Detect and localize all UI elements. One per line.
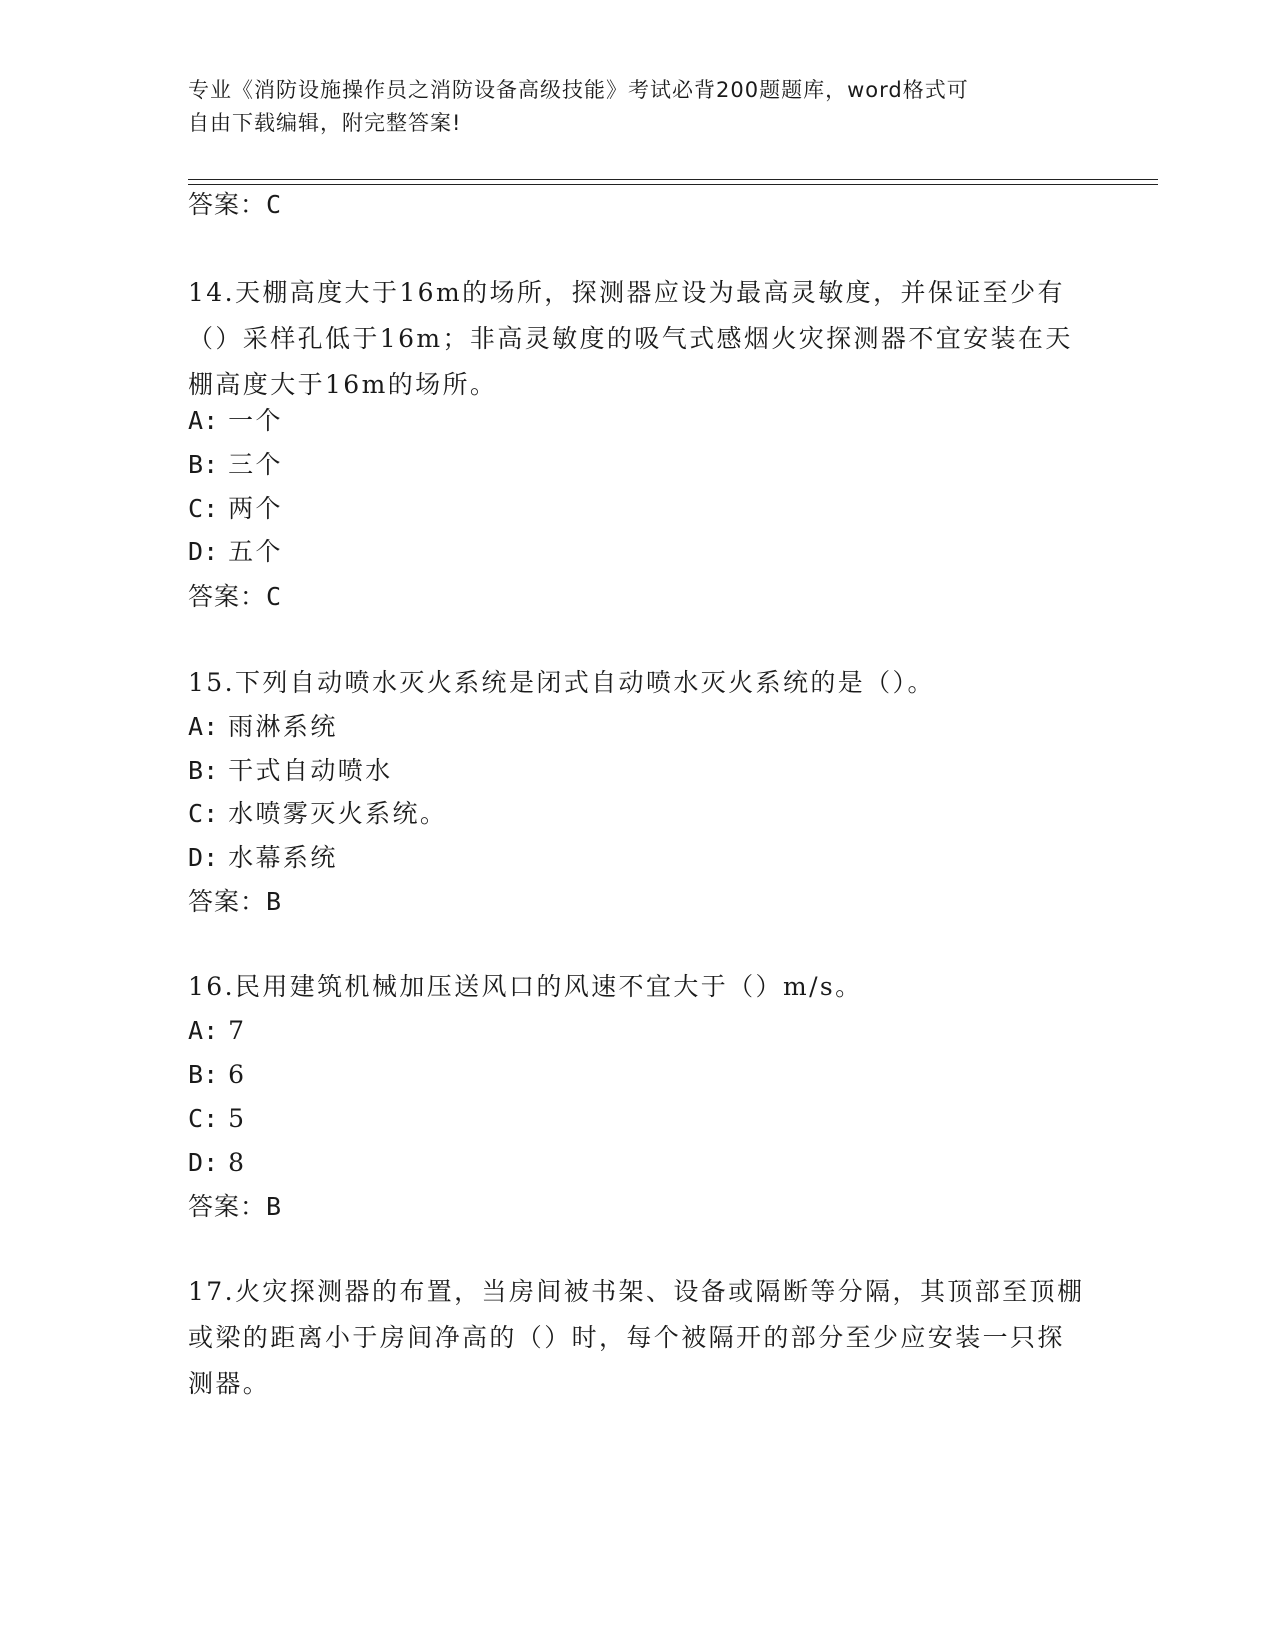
question-17-stem: 17.火灾探测器的布置，当房间被书架、设备或隔断等分隔，其顶部至顶棚或梁的距离小于房间净高的（）时，每个被隔开的部分至少应安装一只探测器。 [188,1277,1085,1398]
question-15-option-a [188,712,338,742]
header-line-2: 自由下载编辑，附完整答案! [188,111,462,135]
question-15-stem: 15.下列自动喷水灭火系统是闭式自动喷水灭火系统的是（）。 [188,668,935,697]
header-line-1: 专业《消防设施操作员之消防设备高级技能》考试必背200题题库，word格式可 [188,78,969,102]
question-15-option-c [188,799,447,829]
question-16-option-a [188,1016,246,1046]
option-separator: : [203,756,219,785]
option-letter: D [188,537,204,566]
question-14-stem: 14.天棚高度大于16m的场所，探测器应设为最高灵敏度，并保证至少有（）采样孔低于16m；非高灵敏度的吸气式感烟火灾探测器不宜安装在天棚高度大于16m的场所。 [188,278,1073,399]
question-14-answer: 答案：C [188,582,283,611]
question-14-option-c [188,494,283,524]
option-text: 五个 [228,537,283,566]
option-separator: : [203,1016,219,1045]
option-text: 雨淋系统 [228,712,338,741]
option-text: 5 [228,1104,247,1133]
question-15-option-d [188,843,338,873]
option-letter: C [188,1104,204,1133]
question-14-option-b [188,450,283,480]
option-text: 水幕系统 [228,843,338,872]
question-16-stem: 16.民用建筑机械加压送风口的风速不宜大于（）m/s。 [188,972,863,1001]
option-text: 6 [228,1060,247,1089]
option-separator: : [203,406,219,435]
option-text: 8 [228,1148,247,1177]
option-letter: D [188,843,204,872]
option-separator: : [203,450,219,479]
option-text: 一个 [228,406,283,435]
option-text: 干式自动喷水 [228,756,393,785]
option-letter: A [188,406,204,435]
question-16-option-b [188,1060,246,1090]
option-separator: : [203,712,219,741]
option-separator: : [203,799,219,828]
option-separator: : [203,1148,219,1177]
option-text: 两个 [228,494,283,523]
header-rule-bottom [188,184,1158,185]
option-letter: C [188,799,204,828]
option-letter: C [188,494,204,523]
question-14-option-d [188,537,283,567]
option-letter: D [188,1148,204,1177]
option-letter: B [188,756,204,785]
option-letter: B [188,450,204,479]
question-15-option-b [188,756,393,786]
option-text: 三个 [228,450,283,479]
option-letter: A [188,712,204,741]
option-separator: : [203,537,219,566]
option-text: 水喷雾灭火系统。 [228,799,448,828]
question-14-option-a [188,406,283,436]
option-text: 7 [228,1016,247,1045]
option-letter: B [188,1060,204,1089]
option-letter: A [188,1016,204,1045]
question-15-answer: 答案：B [188,887,283,916]
question-16-option-d [188,1148,246,1178]
option-separator: : [203,494,219,523]
option-separator: : [203,1104,219,1133]
header-rule-top [188,179,1158,180]
option-separator: : [203,1060,219,1089]
option-separator: : [203,843,219,872]
question-16-option-c [188,1104,246,1134]
previous-answer: 答案：C [188,190,283,219]
question-16-answer: 答案：B [188,1192,283,1221]
document-header [188,74,1088,140]
